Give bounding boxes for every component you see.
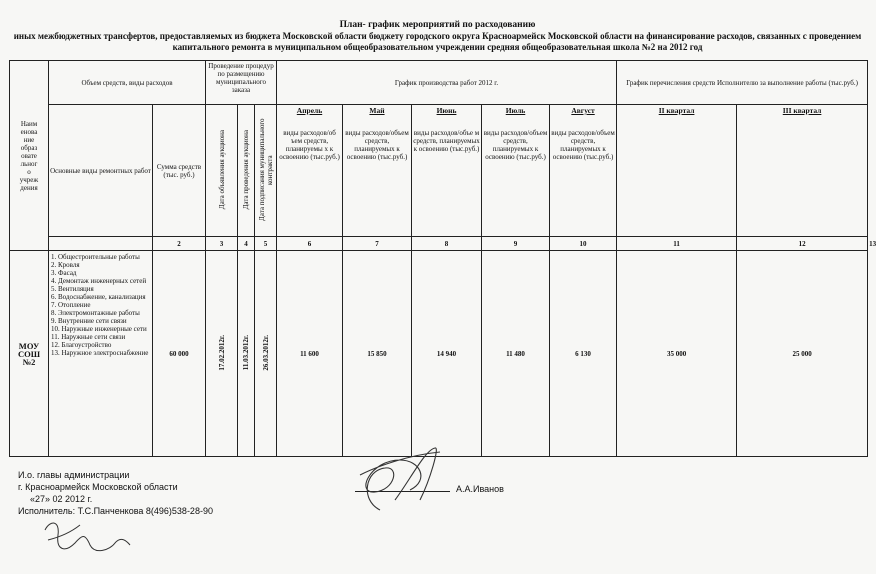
list-item: 4. Демонтаж инженерных сетей (51, 277, 147, 285)
cell-auction-announce: 17.02.2012г. (206, 251, 238, 457)
list-item: 13. Наружное электроснабжение (51, 349, 149, 357)
cell-q2: 35 000 (617, 251, 737, 457)
list-item: 11. Наружные сети связи (51, 333, 126, 341)
signer-name: А.А.Иванов (456, 484, 504, 494)
header-sum: Сумма средств (тыс. руб.) (153, 105, 206, 237)
col-number: 5 (255, 237, 277, 251)
cell-may: 15 850 (343, 251, 412, 457)
header-month-august: Август виды расходов/объем средств, планируемых к освоению (тыс.руб.) (550, 105, 617, 237)
header-quarter-3: III квартал (737, 105, 868, 237)
header-auction-hold: Дата проведения аукциона (238, 105, 255, 237)
plan-schedule-table: Наим енова ние образ овате льног о учреж дения Объем средств, виды расходов Проведение процедур по размещению муниципального заказа График производства работ 2012 г. График перечисления средств Исполнителю за выполнение работы (тыс.руб.) Основные виды ремонтных работ Сумма средств (тыс. руб.) Дата объявления аукциона Дата проведения аукциона Дата подписания муниципального контракта Апрель виды расходов/об ъем средств, планируемы х к освоению (тыс.руб.) Май виды расходов/объем средств, планируемых к освоению (тыс.руб.) Июнь виды расходов/объе м средств, планируемых к освоению (тыс.руб.) Июль виды расходов/объем средств, планируемых к освоению (тыс.руб.) Август виды расходов/объем средств, планируемых к освоению (тыс.руб.) II квартал III квартал 2 3 4 5 6 7 8 9 10 11 12 13 МОУ СОШ №2 1. Общестроительные работы 2. Кровля 3. Фасад 4. Демонтаж инженерных сетей 5. Вентиляция 6. Водоснабжение, канализация 7. Отопление 8. Электромонтажные работы 9. Внутренние сети связи 10. Наружные инженерные сети 11. Наружные сети связи 12. Благоустройство 13. Наружное электроснабжение 60 000 17.02.2012г. 11.03.2012г. 26.03.2012г. 11 600 15 850 14 940 11 480 6 130 35 000 25 000 (9, 60, 868, 457)
header-transfer-group: График перечисления средств Исполнителю за выполнение работы (тыс.руб.) (617, 61, 868, 105)
document-date: «27» 02 2012 г. (30, 494, 93, 504)
list-item: 10. Наружные инженерные сети (51, 325, 147, 333)
cell-april: 11 600 (277, 251, 343, 457)
col-number: 11 (617, 237, 737, 251)
col-number: 12 (737, 237, 868, 251)
header-funds-group: Объем средств, виды расходов (49, 61, 206, 105)
list-item: 1. Общестроительные работы (51, 253, 140, 261)
signature-scribble (340, 440, 460, 520)
header-quarter-2: II квартал (617, 105, 737, 237)
header-month-june: Июнь виды расходов/объе м средств, планируемых к освоению (тыс.руб.) (412, 105, 482, 237)
header-contract: Дата подписания муниципального контракта (255, 105, 277, 237)
document-subtitle: иных межбюджетных трансфертов, предоставляемых из бюджета Московской области бюджету городского округа Красноармейск Московской области на финансирование расходов, связанных с проведением капитального ремонта в муниципальном общеобразовательном учреждении средняя общеобразовательная школа №2 на 2012 год (13, 31, 862, 52)
cell-august: 6 130 (550, 251, 617, 457)
list-item: 6. Водоснабжение, канализация (51, 293, 146, 301)
header-institution: Наим енова ние образ овате льног о учреж дения (10, 61, 49, 251)
list-item: 3. Фасад (51, 269, 77, 277)
table-row (10, 251, 868, 457)
col-number: 7 (343, 237, 412, 251)
executor-signature-scribble (40, 515, 150, 560)
cell-institution: МОУ СОШ №2 (10, 251, 49, 457)
header-schedule-group: График производства работ 2012 г. (277, 61, 617, 105)
cell-auction-hold: 11.03.2012г. (238, 251, 255, 457)
header-month-july: Июль виды расходов/объем средств, планируемых к освоению (тыс.руб.) (482, 105, 550, 237)
header-month-april: Апрель виды расходов/об ъем средств, планируемы х к освоению (тыс.руб.) (277, 105, 343, 237)
cell-q3: 25 000 (737, 251, 868, 457)
executor-line: Исполнитель: Т.С.Панченкова 8(496)538-28-90 (18, 506, 213, 516)
list-item: 2. Кровля (51, 261, 80, 269)
list-item: 12. Благоустройство (51, 341, 112, 349)
signatory-position: И.о. главы администрации (18, 470, 130, 480)
col-number: 4 (238, 237, 255, 251)
col-number: 3 (206, 237, 238, 251)
header-month-may: Май виды расходов/объем средств, планируемых к освоению (тыс.руб.) (343, 105, 412, 237)
cell-june: 14 940 (412, 251, 482, 457)
list-item: 8. Электромонтажные работы (51, 309, 140, 317)
col-number: 9 (482, 237, 550, 251)
col-number: 6 (277, 237, 343, 251)
signatory-city: г. Красноармейск Московской области (18, 482, 178, 492)
col-number: 10 (550, 237, 617, 251)
cell-sum: 60 000 (153, 251, 206, 457)
document-title: План- график мероприятий по расходованию (339, 20, 536, 30)
header-work-types: Основные виды ремонтных работ (49, 105, 153, 237)
header-procedure-group: Проведение процедур по размещению муниципального заказа (206, 61, 277, 105)
header-auction-announce: Дата объявления аукциона (206, 105, 238, 237)
list-item: 7. Отопление (51, 301, 91, 309)
cell-contract: 26.03.2012г. (255, 251, 277, 457)
col-number: 2 (153, 237, 206, 251)
list-item: 5. Вентиляция (51, 285, 94, 293)
cell-work-list (49, 251, 153, 457)
list-item: 9. Внутренние сети связи (51, 317, 127, 325)
col-number: 8 (412, 237, 482, 251)
cell-july: 11 480 (482, 251, 550, 457)
